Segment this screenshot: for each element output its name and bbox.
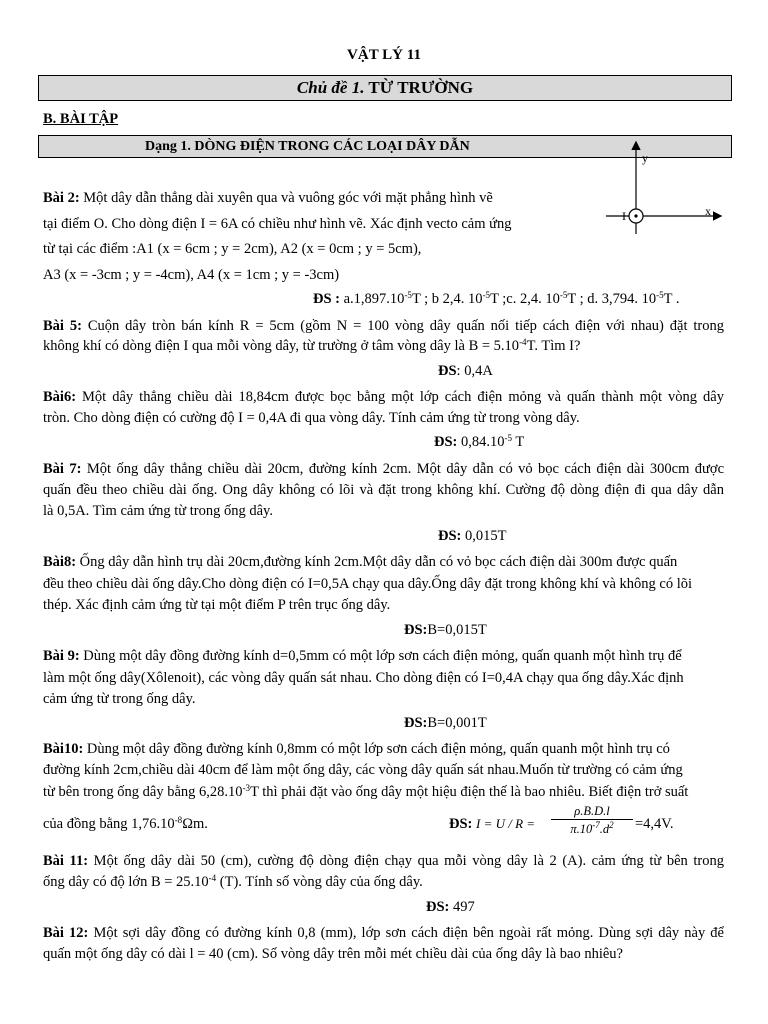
bai2-line-1: Bài 2: Một dây dẫn thẳng dài xuyên qua và vuông góc với mặt phẳng hình vẽ [43,190,493,206]
topic-prefix: Chủ đề 1. [296,78,365,97]
formula-denominator: $\pi.10^{-7}.d^2$ [570,820,614,836]
current-label: I [622,209,626,223]
problem-label: Bài 9: [43,648,80,664]
formula-lhs: I = U / R = [476,816,536,831]
bai11-line-1: Bài 11: Một ống dây dài 50 (cm), cường độ dòng điện chạy qua mỗi vòng dây là 2 (A). cảm ứng từ bên trong [43,853,724,869]
form-title: Dạng 1. DÒNG ĐIỆN TRONG CÁC LOẠI DÂY DẪN [145,139,470,154]
bai10-line-1: Bài10: Dùng một dây đồng đường kính 0,8mm có một lớp sơn cách điện mỏng, quấn quanh một hình trụ có [43,741,670,757]
formula-numerator: ρ.B.D.l [551,803,633,820]
answer-label: ĐS: [434,434,458,450]
x-axis-label: x [705,204,711,218]
bai8-answer: ĐS:B=0,015T [404,622,487,638]
bai7-line-3: là 0,5A. Tìm cảm ứng từ trong ống dây. [43,503,273,519]
bai12-line-1: Bài 12: Một sợi dây đồng có đường kính 0,8 (mm), lớp sơn cách điện bên ngoài rất mỏng. Dùng sợi dây này để [43,925,724,941]
answer-label: ĐS: [449,816,473,832]
bai2-line-2: tại điểm O. Cho dòng điện I = 6A có chiều như hình vẽ. Xác định vecto cảm ứng [43,216,512,232]
bai8-line-2: đều theo chiều dài ống dây.Cho dòng điện có I=0,5A chạy qua dây.Ống dây đặt trong không khí và không có lõi [43,576,692,592]
bai2-line-4: A3 (x = -3cm ; y = -4cm), A4 (x = 1cm ; y = -3cm) [43,267,340,283]
topic-name: TỪ TRƯỜNG [364,78,474,97]
bai5-line-2: không khí có dòng điện I qua mỗi vòng dây, từ trường ở tâm vòng dây là $B = 5.10^{-4}T$. Tìm I? [43,337,581,354]
problem-label: Bài 12: [43,925,89,941]
bai8-line-1: Bài8: Ống dây dẫn hình trụ dài 20cm,đường kính 2cm.Một dây dẫn có vỏ bọc cách điện dài 300m được quấn [43,554,678,570]
problem-label: Bài 2: [43,190,80,206]
problem-label: Bài8: [43,554,77,570]
bai10-line-2: đường kính 2cm,chiều dài 40cm để làm một ống dây, các vòng dây quấn sát nhau.Muốn từ trường có cảm ứng [43,762,683,778]
bai8-line-3: thép. Xác định cảm ứng từ tại một điểm P trên trục ống dây. [43,597,391,613]
problem-label: Bài 11: [43,853,89,869]
bai6-line-2: tròn. Cho dòng điện có cường độ I = 0,4A đi qua vòng dây. Tính cảm ứng từ trong vòng dây. [43,410,580,426]
section-heading: B. BÀI TẬP [43,111,119,127]
y-axis-label: y [642,151,648,165]
problem-label: Bài6: [43,389,77,405]
bai9-line-3: cảm ứng từ trong ống dây. [43,691,196,707]
bai9-answer: ĐS:B=0,001T [404,715,487,731]
answer-label: ĐS: [404,622,428,638]
bai12-line-2: quấn một ống dây có dài l = 40 (cm). Số vòng dây trên mỗi mét chiều dài của ống dây là bao nhiêu? [43,946,623,962]
bai6-answer: ĐS: $0,84.10^{-5}$ T [434,433,525,450]
bai7-line-1: Bài 7: Một ống dây thẳng chiều dài 20cm, đường kính 2cm. Một dây dẫn có vỏ bọc cách điện dài 300cm được [43,461,725,477]
bai11-answer: ĐS: 497 [426,899,475,915]
bai10-line-4: của đồng bằng $1,76.10^{-8}\Omega m$. [43,815,208,832]
bai7-answer: ĐS: 0,015T [438,528,507,544]
bai6-line-1: Bài6: Một dây thẳng chiều dài 18,84cm được bọc bằng một lớp cách điện mỏng và quấn thành một vòng dây [43,389,724,405]
bai11-line-2: ống dây có độ lớn $B = 25.10^{-4}$ (T). Tính số vòng dây của ống dây. [43,873,423,890]
coordinate-axes-figure [598,138,728,238]
bai2-line-3: từ tại các điểm :A1 (x = 6cm ; y = 2cm), A2 (x = 0cm ; y = 5cm), [43,241,422,257]
bai2-answer: ĐS : $a.1,897.10^{-5}T$ ; b 2,4. $10^{-5}T$ ;c. 2,4. $10^{-5}T$ ; d. 3,794. $10^{-5}T$ . [313,290,680,307]
answer-label: ĐS [438,363,457,379]
formula-fraction [551,803,633,838]
answer-label: ĐS : [313,291,340,307]
bai5-line-1: Bài 5: Cuộn dây tròn bán kính R = 5cm (gồm N = 100 vòng dây quấn nối tiếp cách điện với nhau) đặt trong [43,318,725,334]
formula-result: =4,4V. [635,816,674,832]
topic-title [39,76,731,100]
topic-banner [38,75,732,101]
answer-label: ĐS: [404,715,428,731]
bai9-line-1: Bài 9: Dùng một dây đồng đường kính d=0,5mm có một lớp sơn cách điện mỏng, quấn quanh một hình trụ để [43,648,682,664]
problem-label: Bài10: [43,741,84,757]
answer-label: ĐS: [426,899,450,915]
bai10-line-3: từ bên trong ống dây bằng $6,28.10^{-3}T$ thì phải đặt vào ống dây một hiệu điện thế là bao nhiêu. Biết điện trở suất [43,783,689,800]
answer-label: ĐS: [438,528,462,544]
bai7-line-2: quấn đều theo chiều dài ống. Ong dây không có lõi và đặt trong không khí. Cường độ dòng điện đi qua dây dẫn [43,482,724,498]
document-subject: VẬT LÝ 11 [347,47,421,63]
bai9-line-2: làm một ống dây(Xôlenoit), các vòng dây quấn sát nhau. Cho dòng điện có I=0,4A chạy qua ống dây.Xác định [43,670,684,686]
bai5-answer: ĐS: 0,4A [438,363,493,379]
problem-label: Bài 7: [43,461,82,477]
problem-label: Bài 5: [43,318,82,334]
